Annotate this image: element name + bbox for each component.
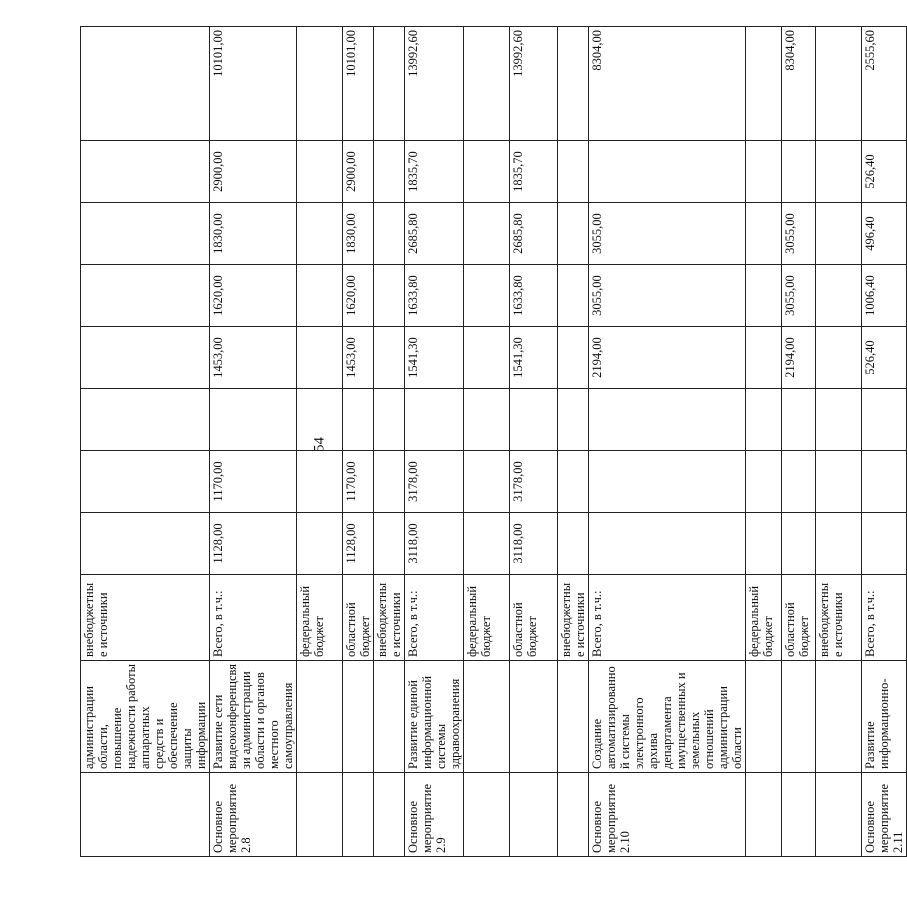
- table-cell: [746, 389, 782, 451]
- table-cell: [464, 203, 510, 265]
- table-cell: [510, 773, 558, 857]
- table-cell: [464, 141, 510, 203]
- table-row: [374, 27, 405, 857]
- table-cell: Развитие информационно-: [862, 661, 907, 773]
- table-cell: внебюджетные источники: [81, 575, 210, 661]
- table-cell: [81, 451, 210, 513]
- table-cell: 1170,00: [343, 451, 374, 513]
- table-row: [210, 27, 297, 857]
- table-cell: [374, 513, 405, 575]
- table-cell: [464, 661, 510, 773]
- table-cell: 1541,30: [405, 327, 464, 389]
- table-row: [405, 27, 464, 857]
- table-cell: [558, 451, 589, 513]
- table-cell: [782, 389, 816, 451]
- table-cell: [782, 451, 816, 513]
- table-cell: Основное мероприятие 2.10: [589, 773, 746, 857]
- table-cell: внебюджетные источники: [558, 575, 589, 661]
- table-cell: [374, 661, 405, 773]
- table-cell: 13992,60: [510, 27, 558, 141]
- table-cell: [862, 389, 907, 451]
- table-row: [816, 27, 862, 857]
- table-cell: 3055,00: [589, 203, 746, 265]
- table-cell: [374, 451, 405, 513]
- table-cell: [782, 661, 816, 773]
- table-cell: 1620,00: [210, 265, 297, 327]
- table-cell: [464, 27, 510, 141]
- table-cell: [746, 203, 782, 265]
- table-cell: [343, 661, 374, 773]
- table-cell: 496,40: [862, 203, 907, 265]
- table-row: [558, 27, 589, 857]
- table-cell: 1006,40: [862, 265, 907, 327]
- table-cell: [510, 389, 558, 451]
- table-cell: Всего, в т.ч.:: [862, 575, 907, 661]
- table-cell: [746, 773, 782, 857]
- table-cell: 10101,00: [343, 27, 374, 141]
- table-cell: 2555,60: [862, 27, 907, 141]
- table-cell: внебюджетные источники: [374, 575, 405, 661]
- table-cell: [81, 327, 210, 389]
- table-cell: [558, 661, 589, 773]
- table-cell: [297, 389, 343, 451]
- table-cell: 8304,00: [589, 27, 746, 141]
- rotated-table-container: [80, 27, 905, 857]
- table-cell: [81, 513, 210, 575]
- table-cell: Основное мероприятие 2.11: [862, 773, 907, 857]
- table-cell: [343, 389, 374, 451]
- table-cell: 2194,00: [782, 327, 816, 389]
- table-cell: [816, 389, 862, 451]
- table-cell: [81, 203, 210, 265]
- table-cell: [374, 203, 405, 265]
- table-cell: [81, 773, 210, 857]
- table-cell: [297, 27, 343, 141]
- table-cell: [589, 389, 746, 451]
- table-cell: администрации области, повышение надежности работы аппаратных средств и обеспечение защиты информации: [81, 661, 210, 773]
- table-cell: [782, 141, 816, 203]
- table-cell: [816, 513, 862, 575]
- table-cell: Создание автоматизированной системы электронного архива департамента имущественных и земельных отношений администрации области: [589, 661, 746, 773]
- table-cell: [862, 513, 907, 575]
- table-cell: [210, 389, 297, 451]
- table-cell: [464, 451, 510, 513]
- table-cell: 1633,80: [405, 265, 464, 327]
- table-cell: [374, 27, 405, 141]
- table-cell: [558, 203, 589, 265]
- table-cell: 3118,00: [405, 513, 464, 575]
- table-cell: 3055,00: [782, 265, 816, 327]
- table-cell: [558, 389, 589, 451]
- table-cell: [81, 265, 210, 327]
- table-row: [81, 27, 210, 857]
- table-cell: 3118,00: [510, 513, 558, 575]
- table-cell: [746, 327, 782, 389]
- table-cell: 10101,00: [210, 27, 297, 141]
- table-cell: 1835,70: [510, 141, 558, 203]
- table-cell: [589, 141, 746, 203]
- table-cell: [374, 265, 405, 327]
- table-cell: Развитие единой информационной системы здравоохранения: [405, 661, 464, 773]
- table-cell: [746, 451, 782, 513]
- table-cell: 1170,00: [210, 451, 297, 513]
- table-cell: [816, 773, 862, 857]
- table-cell: [746, 513, 782, 575]
- table-cell: [746, 661, 782, 773]
- table-cell: [558, 141, 589, 203]
- table-cell: [297, 513, 343, 575]
- table-cell: 1453,00: [343, 327, 374, 389]
- table-cell: [558, 773, 589, 857]
- table-cell: 1453,00: [210, 327, 297, 389]
- table-cell: 2194,00: [589, 327, 746, 389]
- table-row: [343, 27, 374, 857]
- table-row: [297, 27, 343, 857]
- table-cell: [81, 389, 210, 451]
- table-cell: 2900,00: [210, 141, 297, 203]
- table-cell: [343, 773, 374, 857]
- table-cell: [558, 265, 589, 327]
- table-cell: [81, 27, 210, 141]
- table-cell: 2685,80: [405, 203, 464, 265]
- table-cell: [297, 451, 343, 513]
- table-cell: [558, 513, 589, 575]
- table-cell: [297, 773, 343, 857]
- table-cell: [464, 265, 510, 327]
- table-cell: [405, 389, 464, 451]
- table-cell: Всего, в т.ч.:: [589, 575, 746, 661]
- table-cell: 526,40: [862, 327, 907, 389]
- table-cell: [746, 27, 782, 141]
- table-cell: Основное мероприятие 2.8: [210, 773, 297, 857]
- table-row: [589, 27, 746, 857]
- table-cell: [374, 773, 405, 857]
- table-cell: [374, 389, 405, 451]
- table-row: [782, 27, 816, 857]
- table-cell: 3055,00: [589, 265, 746, 327]
- table-cell: 1830,00: [343, 203, 374, 265]
- table-cell: [746, 141, 782, 203]
- table-cell: 1541,30: [510, 327, 558, 389]
- table-cell: [746, 265, 782, 327]
- table-cell: [297, 327, 343, 389]
- table-row: [464, 27, 510, 857]
- table-cell: [816, 203, 862, 265]
- table-cell: [782, 773, 816, 857]
- table-cell: 1633,80: [510, 265, 558, 327]
- table-cell: [464, 773, 510, 857]
- table-cell: 2685,80: [510, 203, 558, 265]
- table-cell: [464, 513, 510, 575]
- table-cell: [374, 327, 405, 389]
- table-cell: 526,40: [862, 141, 907, 203]
- table-cell: [816, 265, 862, 327]
- table-cell: 1128,00: [343, 513, 374, 575]
- table-row: [510, 27, 558, 857]
- table-row: [862, 27, 907, 857]
- table-cell: 13992,60: [405, 27, 464, 141]
- table-cell: [558, 27, 589, 141]
- table-cell: 1830,00: [210, 203, 297, 265]
- table-cell: [862, 451, 907, 513]
- table-cell: [782, 513, 816, 575]
- table-cell: [374, 141, 405, 203]
- table-cell: 1835,70: [405, 141, 464, 203]
- table-cell: [816, 27, 862, 141]
- table-cell: областной бюджет: [782, 575, 816, 661]
- table-cell: 8304,00: [782, 27, 816, 141]
- table-cell: федеральный бюджет: [297, 575, 343, 661]
- table-cell: 3178,00: [405, 451, 464, 513]
- table-cell: областной бюджет: [343, 575, 374, 661]
- table-cell: [589, 451, 746, 513]
- page-number: 54: [311, 437, 328, 452]
- table-cell: Развитие сети видеоконференцсвязи администрации области и органов местного самоуправления: [210, 661, 297, 773]
- table-cell: федеральный бюджет: [746, 575, 782, 661]
- table-cell: [297, 141, 343, 203]
- budget-table: [80, 26, 907, 857]
- table-cell: [464, 327, 510, 389]
- table-cell: Всего, в т.ч.:: [405, 575, 464, 661]
- table-cell: [297, 265, 343, 327]
- table-cell: 3178,00: [510, 451, 558, 513]
- table-cell: федеральный бюджет: [464, 575, 510, 661]
- table-cell: 1620,00: [343, 265, 374, 327]
- table-cell: [816, 327, 862, 389]
- table-cell: [297, 203, 343, 265]
- table-cell: внебюджетные источники: [816, 575, 862, 661]
- table-cell: Основное мероприятие 2.9: [405, 773, 464, 857]
- table-cell: 1128,00: [210, 513, 297, 575]
- table-cell: 2900,00: [343, 141, 374, 203]
- table-cell: [297, 661, 343, 773]
- table-cell: [510, 661, 558, 773]
- table-cell: Всего, в т.ч.:: [210, 575, 297, 661]
- table-cell: [589, 513, 746, 575]
- table-cell: 3055,00: [782, 203, 816, 265]
- table-cell: [81, 141, 210, 203]
- table-cell: [816, 141, 862, 203]
- table-row: [746, 27, 782, 857]
- table-cell: [558, 327, 589, 389]
- table-cell: [816, 661, 862, 773]
- table-cell: областной бюджет: [510, 575, 558, 661]
- table-cell: [464, 389, 510, 451]
- table-cell: [816, 451, 862, 513]
